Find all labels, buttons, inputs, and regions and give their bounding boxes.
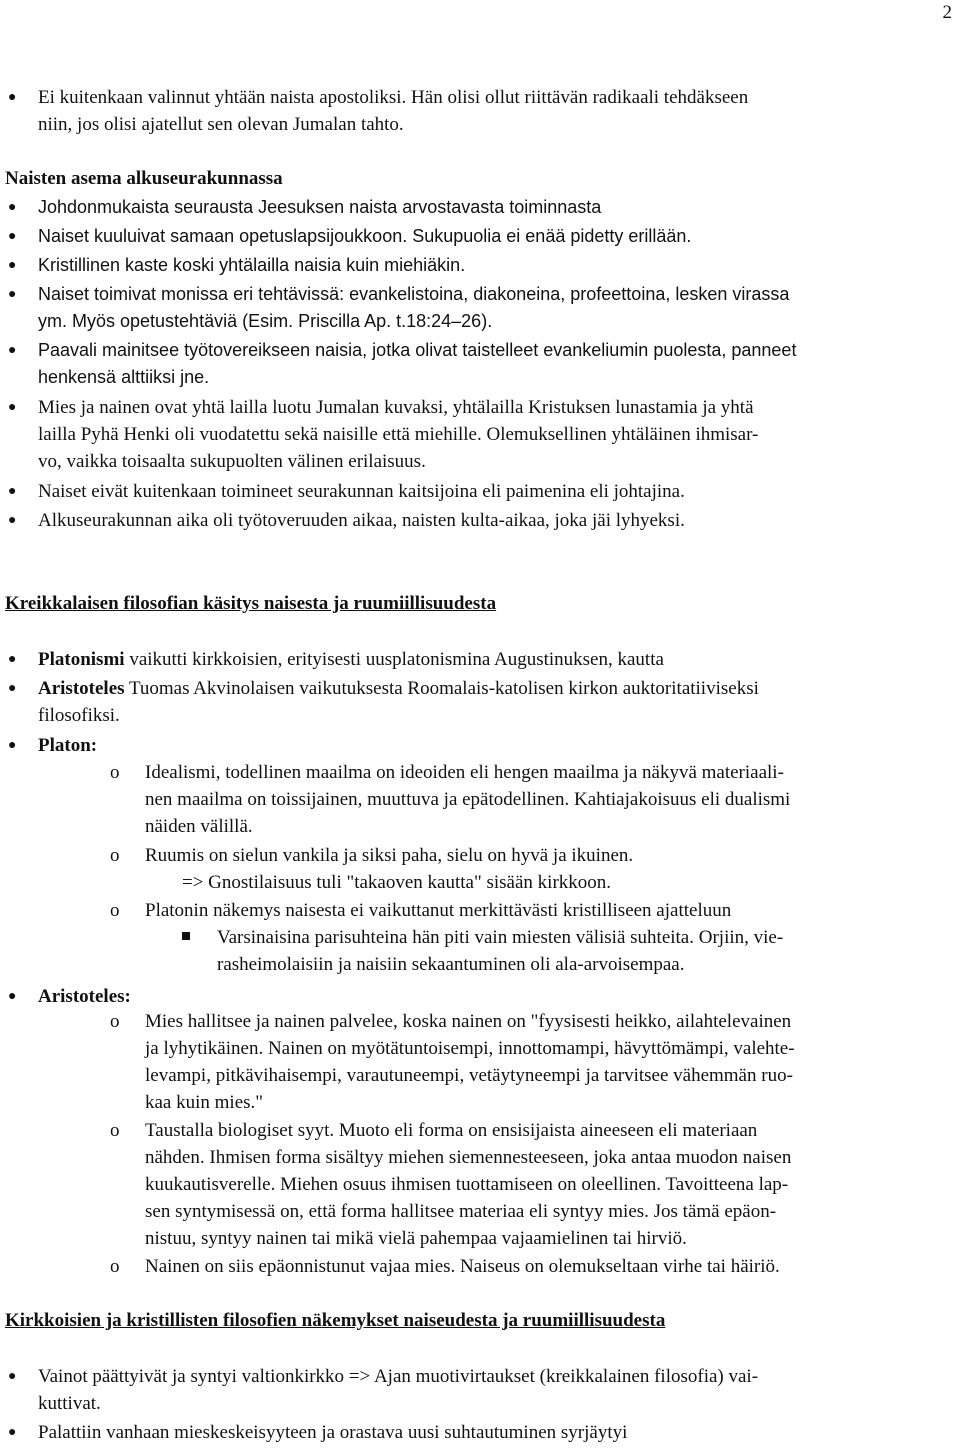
- bullet-icon: ●: [8, 400, 17, 415]
- sub-sub-list-item: Varsinaisina parisuhteina hän piti vain miesten välisiä suhteita. Orjiin, vie-: [217, 927, 784, 948]
- sub-list-item-continuation: kuukautisverelle. Miehen osuus ihmisen tuottamiseen on oleellinen. Tavoitteena lap-: [145, 1174, 789, 1195]
- sub-list-item: Idealismi, todellinen maailma on ideoiden eli hengen maailma ja näkyvä materiaali-: [145, 762, 784, 783]
- circle-bullet-icon: o: [110, 762, 120, 783]
- bullet-icon: ●: [8, 90, 17, 105]
- bullet-icon: ●: [8, 1425, 17, 1440]
- bullet-icon: ●: [8, 513, 17, 528]
- square-bullet-icon: [182, 932, 190, 940]
- sub-list-item: Taustalla biologiset syyt. Muoto eli forma on ensisijaista aineeseen eli materiaan: [145, 1120, 758, 1141]
- list-item-continuation: lailla Pyhä Henki oli vuodatettu sekä naisille että miehille. Olemuksellinen yhtäläinen ihmisar-: [38, 424, 759, 445]
- list-item-aristoteles-intro: [38, 675, 759, 702]
- list-item-continuation: vo, vaikka toisaalta sukupuolten välinen erilaisuus.: [38, 451, 426, 472]
- circle-bullet-icon: o: [110, 1011, 120, 1032]
- list-item: Vainot päättyivät ja syntyi valtionkirkko => Ajan muotivirtaukset (kreikkalainen filosofia) vai-: [38, 1366, 759, 1387]
- bullet-icon: ●: [8, 738, 17, 753]
- sub-list-item-continuation: kaa kuin mies.": [145, 1092, 264, 1113]
- list-item-continuation: ym. Myös opetustehtäviä (Esim. Priscilla Ap. t.18:24–26).: [38, 311, 493, 331]
- bullet-icon: ●: [8, 287, 17, 302]
- list-item: Alkuseurakunnan aika oli työtoveruuden aikaa, naisten kulta-aikaa, joka jäi lyhyeksi.: [38, 510, 685, 531]
- intro-line: Ei kuitenkaan valinnut yhtään naista apostoliksi. Hän olisi ollut riittävän radikaali tehdäkseen: [38, 87, 749, 108]
- bullet-icon: ●: [8, 258, 17, 273]
- circle-bullet-icon: o: [110, 1120, 120, 1141]
- bullet-icon: ●: [8, 652, 17, 667]
- bullet-icon: ●: [8, 681, 17, 696]
- list-item: Palattiin vanhaan mieskeskeisyyteen ja orastava uusi suhtautuminen syrjäytyi: [38, 1422, 628, 1443]
- sub-list-item-continuation: näiden välillä.: [145, 816, 253, 837]
- list-item-continuation: henkensä alttiiksi jne.: [38, 367, 210, 387]
- list-item: Naiset kuuluivat samaan opetuslapsijoukkoon. Sukupuolia ei enää pidetty erillään.: [38, 226, 692, 246]
- sub-list-item-continuation: levampi, pitkävihaisempi, varautuneempi, vetäytyneempi ja tarvitsee vähemmän ruo-: [145, 1065, 793, 1086]
- list-item: Mies ja nainen ovat yhtä lailla luotu Jumalan kuvaksi, yhtälailla Kristuksen lunastamia ja yhtä: [38, 397, 754, 418]
- list-item: Johdonmukaista seurausta Jeesuksen naista arvostavasta toiminnasta: [38, 197, 602, 217]
- bullet-icon: ●: [8, 484, 17, 499]
- bullet-icon: ●: [8, 989, 17, 1004]
- intro-line: niin, jos olisi ajatellut sen olevan Jumalan tahto.: [38, 114, 404, 135]
- list-item: Paavali mainitsee työtovereikseen naisia, jotka olivat taistelleet evankeliumin puolesta, panneet: [38, 340, 797, 360]
- circle-bullet-icon: o: [110, 845, 120, 866]
- sub-sub-list-item-continuation: rasheimolaisiin ja naisiin sekaantuminen oli ala-arvoisempaa.: [217, 954, 685, 975]
- list-item: Naiset toimivat monissa eri tehtävissä: evankelistoina, diakoneina, profeettoina, lesken virassa: [38, 284, 790, 304]
- term-platonismi: Platonismi: [38, 649, 125, 670]
- list-item-text: vaikutti kirkkoisien, erityisesti uusplatonismina Augustinuksen, kautta: [124, 649, 664, 670]
- section-heading-church-fathers: Kirkkoisien ja kristillisten filosofien näkemykset naiseudesta ja ruumiillisuudesta: [5, 1310, 666, 1331]
- sub-list-item-continuation: nistuu, syntyy nainen tai mikä vielä pahempaa vajaamielinen tai hirviö.: [145, 1228, 687, 1249]
- aristoteles-label: Aristoteles:: [38, 986, 131, 1007]
- bullet-icon: ●: [8, 343, 17, 358]
- list-item-text: Tuomas Akvinolaisen vaikutuksesta Roomalais-katolisen kirkon auktoritatiiviseksi: [124, 678, 759, 699]
- circle-bullet-icon: o: [110, 1256, 120, 1277]
- sub-list-item: Nainen on siis epäonnistunut vajaa mies. Naiseus on olemukseltaan virhe tai häiriö.: [145, 1256, 780, 1277]
- platon-label: Platon:: [38, 735, 98, 756]
- page-number: 2: [942, 2, 952, 23]
- section-heading-greek-philosophy: Kreikkalaisen filosofian käsitys naisesta ja ruumiillisuudesta: [5, 593, 497, 614]
- sub-list-item-continuation: ja lyhytikäinen. Nainen on myötätuntoisempi, innottomampi, hävyttömämpi, valehte-: [145, 1038, 795, 1059]
- term-aristoteles: Aristoteles: [38, 678, 125, 699]
- sub-list-item: Mies hallitsee ja nainen palvelee, koska nainen on "fyysisesti heikko, ailahtelevainen: [145, 1011, 792, 1032]
- list-item: Kristillinen kaste koski yhtälailla naisia kuin miehiäkin.: [38, 255, 466, 275]
- list-item-continuation: kuttivat.: [38, 1393, 101, 1414]
- sub-list-item: Platonin näkemys naisesta ei vaikuttanut merkittävästi kristilliseen ajatteluun: [145, 900, 732, 921]
- sub-list-item: Ruumis on sielun vankila ja siksi paha, sielu on hyvä ja ikuinen.: [145, 845, 634, 866]
- section-heading-early-church: Naisten asema alkuseurakunnassa: [5, 168, 283, 189]
- sub-list-item-continuation: nen maailma on toissijainen, muuttuva ja epätodellinen. Kahtiajakoisuus eli dualismi: [145, 789, 791, 810]
- bullet-icon: ●: [8, 1369, 17, 1384]
- bullet-icon: ●: [8, 229, 17, 244]
- sub-list-item-continuation: nähden. Ihmisen forma sisältyy miehen siemennesteeseen, joka antaa muodon naisen: [145, 1147, 792, 1168]
- list-item-platonismi: [38, 646, 664, 673]
- list-item-continuation: filosofiksi.: [38, 705, 120, 726]
- bullet-icon: ●: [8, 200, 17, 215]
- sub-list-item-arrow: => Gnostilaisuus tuli "takaoven kautta" sisään kirkkoon.: [182, 872, 612, 893]
- circle-bullet-icon: o: [110, 900, 120, 921]
- list-item: Naiset eivät kuitenkaan toimineet seurakunnan kaitsijoina eli paimenina eli johtajina.: [38, 481, 685, 502]
- sub-list-item-continuation: sen syntymisessä on, että forma hallitsee materiaa eli syntyy mies. Jos tämä epäon-: [145, 1201, 777, 1222]
